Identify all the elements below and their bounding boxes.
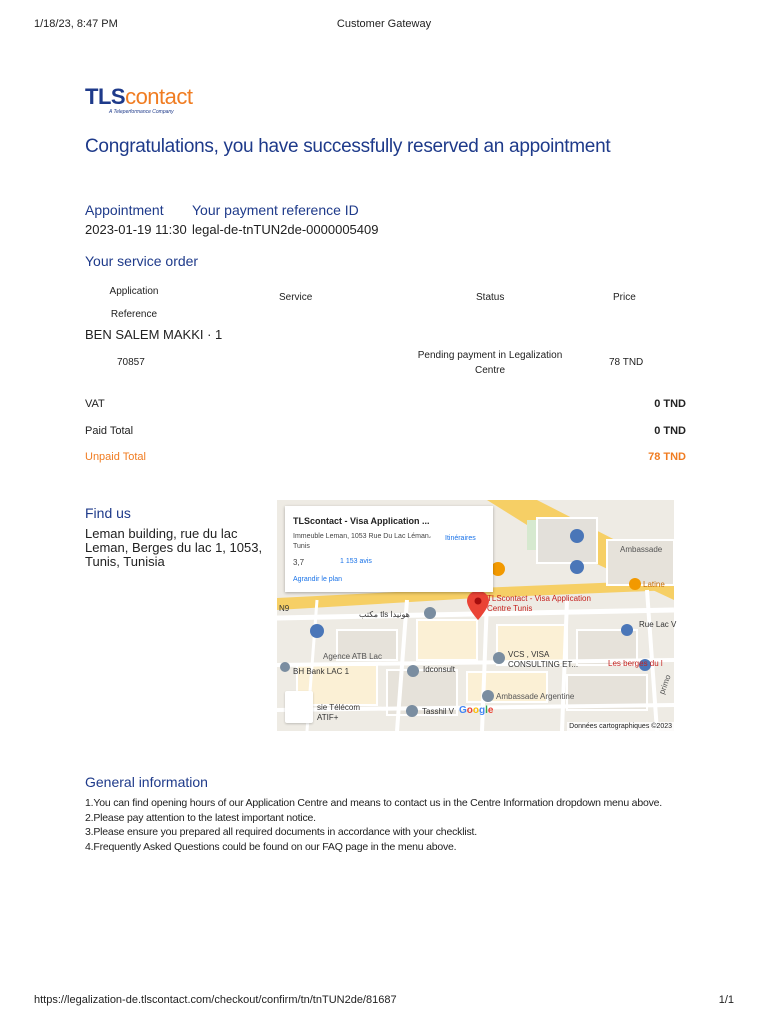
logo-tls-text: TLS xyxy=(85,84,126,109)
map-label-tasshil: Tasshil V xyxy=(422,707,455,716)
vat-value: 0 TND xyxy=(654,398,686,410)
unpaid-total-label: Unpaid Total xyxy=(85,451,146,463)
map-label-primo: primo xyxy=(657,673,673,696)
paid-total-value: 0 TND xyxy=(654,425,686,437)
map-label-ambassade-argentine: Ambassade Argentine xyxy=(496,692,575,701)
service-order-title: Your service order xyxy=(85,253,199,269)
find-us-title: Find us xyxy=(85,505,131,521)
general-info-item: 1.You can find opening hours of our Application Centre and means to contact us in the Centre Information dropdown menu above. xyxy=(85,797,663,809)
order-price: 78 TND xyxy=(609,357,644,368)
col-header-reference: Reference xyxy=(110,309,158,320)
map-label-latine: Latine xyxy=(643,580,665,589)
map-label-agence-atb: Agence ATB Lac xyxy=(323,652,382,661)
col-header-application-reference xyxy=(104,280,164,326)
street-view-thumbnail[interactable] xyxy=(285,691,313,723)
page-title: Congratulations, you have successfully reserved an appointment xyxy=(85,136,611,157)
print-page-number: 1/1 xyxy=(718,994,734,1006)
map-card-title: TLScontact - Visa Application ... xyxy=(293,516,430,526)
general-info-item: 3.Please ensure you prepared all required documents in accordance with your checklist. xyxy=(85,826,477,839)
reviews-link[interactable]: 1 153 avis xyxy=(340,558,372,565)
map-label-ambassade: Ambassade xyxy=(620,545,663,554)
col-header-status: Status xyxy=(476,292,505,303)
print-url: https://legalization-de.tlscontact.com/checkout/confirm/tn/tnTUN2de/81687 xyxy=(34,994,397,1006)
map-data-credit: Données cartographiques ©2023 xyxy=(569,723,672,730)
map-label-bh-bank: BH Bank LAC 1 xyxy=(293,667,350,676)
logo-contact-text: contact xyxy=(125,84,193,109)
map-label-tls-centre[interactable]: TLScontact - Visa Application Centre Tunis xyxy=(487,594,591,613)
print-title: Customer Gateway xyxy=(336,18,432,30)
map-label-telecom: sie Télécom xyxy=(317,703,360,712)
application-reference: 70857 xyxy=(117,357,145,368)
map-label-rue-lac: Rue Lac V xyxy=(639,620,677,629)
col-header-service: Service xyxy=(279,292,313,303)
centre-address: Leman building, rue du lac Leman, Berges du lac 1, 1053, Tunis, Tunisia xyxy=(85,526,263,569)
directions-link[interactable]: Itinéraires xyxy=(445,535,476,542)
applicant-name: BEN SALEM MAKKI · 1 xyxy=(85,327,223,342)
map-label-idconsult: Idconsult xyxy=(423,665,456,674)
paid-total-label: Paid Total xyxy=(85,425,134,437)
vat-label: VAT xyxy=(85,398,105,410)
logo-tagline: A Teleperformance Company xyxy=(109,109,174,115)
unpaid-total-value: 78 TND xyxy=(648,451,686,463)
google-logo: Google xyxy=(459,705,494,716)
map-label-vcs: VCS , VISA CONSULTING ET... xyxy=(508,650,579,669)
map-card-address: Immeuble Leman, 1053 Rue Du Lac Léman، Tunis xyxy=(293,533,432,550)
map-rating: 3,7 xyxy=(293,558,305,567)
col-header-price: Price xyxy=(613,292,636,303)
print-datetime: 1/18/23, 8:47 PM xyxy=(34,18,118,30)
general-info-item: 2.Please pay attention to the latest important notice. xyxy=(85,811,316,824)
map-label-tls-arabic: مكتب tls هونيدا xyxy=(359,610,410,619)
map-label-berges: Les berges du l xyxy=(608,659,663,668)
tlscontact-logo[interactable] xyxy=(85,86,193,115)
order-status: Pending payment in Legalization Centre xyxy=(417,350,563,376)
col-header-application: Application xyxy=(109,286,159,297)
map-label-atif: ATIF+ xyxy=(317,713,339,722)
payment-ref-value: legal-de-tnTUN2de-0000005409 xyxy=(192,222,379,237)
general-info-title: General information xyxy=(85,774,208,790)
location-map[interactable] xyxy=(277,500,677,731)
payment-ref-label: Your payment reference ID xyxy=(192,202,359,218)
map-label-road-n9: N9 xyxy=(279,604,290,613)
enlarge-map-link[interactable]: Agrandir le plan xyxy=(293,576,343,583)
general-info-list xyxy=(85,796,662,854)
appointment-label: Appointment xyxy=(85,202,164,218)
general-info-item: 4.Frequently Asked Questions could be found on our FAQ page in the menu above. xyxy=(85,840,457,853)
map-info-card[interactable] xyxy=(285,506,493,592)
appointment-datetime: 2023-01-19 11:30 xyxy=(85,222,187,237)
